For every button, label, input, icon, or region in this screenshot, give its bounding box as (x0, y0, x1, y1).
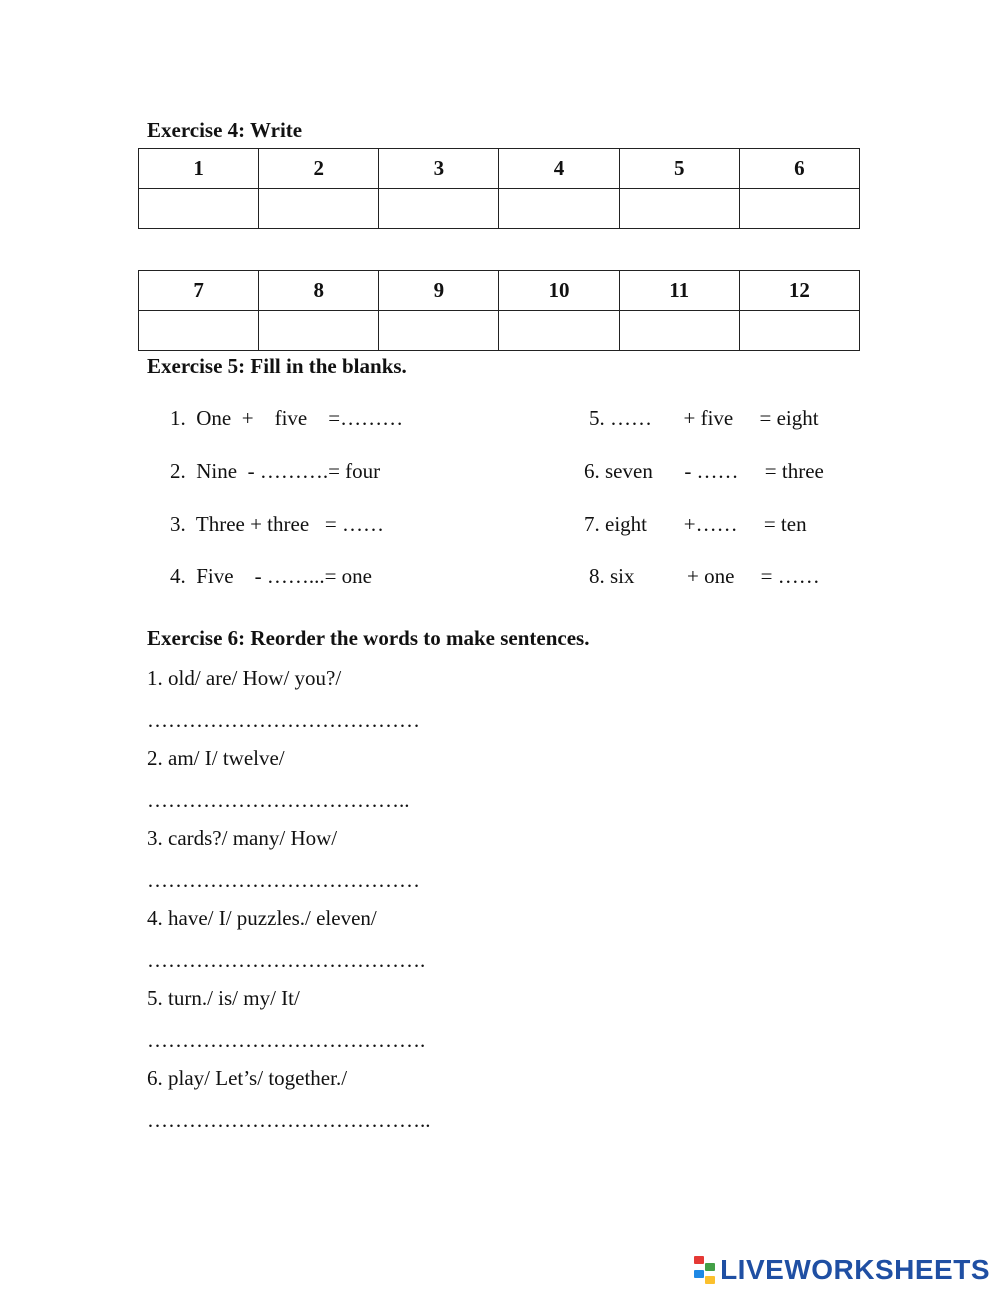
answer-cell[interactable] (619, 189, 739, 229)
reorder-prompt: 6. play/ Let’s/ together./ (147, 1066, 348, 1090)
answer-blank[interactable]: ………………………………… (147, 868, 420, 892)
exercise-4-table-1 (138, 148, 860, 229)
number-cell: 8 (259, 271, 379, 311)
number-cell: 11 (619, 271, 739, 311)
reorder-prompt: 2. am/ I/ twelve/ (147, 746, 285, 770)
answer-row (139, 189, 860, 229)
number-cell: 9 (379, 271, 499, 311)
answer-blank[interactable]: ……………………………….. (147, 788, 410, 812)
number-cell: 5 (619, 149, 739, 189)
number-cell: 6 (739, 149, 859, 189)
answer-cell[interactable] (259, 311, 379, 351)
equation-left: 2. Nine - ……….= four (170, 459, 381, 483)
answer-blank[interactable]: …………………………………. (147, 1028, 426, 1052)
answer-blank[interactable]: ………………………………… (147, 708, 420, 732)
number-row (139, 149, 860, 189)
answer-row (139, 311, 860, 351)
answer-cell[interactable] (739, 311, 859, 351)
answer-cell[interactable] (139, 189, 259, 229)
number-cell: 3 (379, 149, 499, 189)
answer-cell[interactable] (139, 311, 259, 351)
exercise-4-table-2 (138, 270, 860, 351)
equation-left: 1. One + five =……… (170, 406, 404, 430)
exercise-4-heading: Exercise 4: Write (147, 118, 303, 142)
answer-cell[interactable] (379, 189, 499, 229)
number-cell: 10 (499, 271, 619, 311)
answer-cell[interactable] (619, 311, 739, 351)
number-row (139, 271, 860, 311)
logo-text: LIVEWORKSHEETS (720, 1254, 990, 1285)
exercise-6-heading: Exercise 6: Reorder the words to make sentences. (147, 626, 590, 650)
answer-cell[interactable] (739, 189, 859, 229)
number-cell: 2 (259, 149, 379, 189)
equation-right: 5. …… + five = eight (589, 406, 819, 430)
equation-right: 7. eight +…… = ten (584, 512, 807, 536)
reorder-prompt: 1. old/ are/ How/ you?/ (147, 666, 342, 690)
number-cell: 4 (499, 149, 619, 189)
reorder-prompt: 3. cards?/ many/ How/ (147, 826, 338, 850)
exercise-5-heading: Exercise 5: Fill in the blanks. (147, 354, 407, 378)
logo-blocks-icon (694, 1256, 716, 1284)
number-cell: 1 (139, 149, 259, 189)
number-cell: 7 (139, 271, 259, 311)
liveworksheets-logo (694, 1252, 990, 1288)
answer-blank[interactable]: ………………………………….. (147, 1108, 431, 1132)
reorder-prompt: 5. turn./ is/ my/ It/ (147, 986, 300, 1010)
number-cell: 12 (739, 271, 859, 311)
answer-cell[interactable] (379, 311, 499, 351)
answer-cell[interactable] (499, 189, 619, 229)
equation-right: 8. six + one = …… (589, 564, 820, 588)
answer-cell[interactable] (259, 189, 379, 229)
equation-right: 6. seven - …… = three (584, 459, 824, 483)
equation-left: 4. Five - ……...= one (170, 564, 372, 588)
answer-blank[interactable]: …………………………………. (147, 948, 426, 972)
answer-cell[interactable] (499, 311, 619, 351)
reorder-prompt: 4. have/ I/ puzzles./ eleven/ (147, 906, 377, 930)
equation-left: 3. Three + three = …… (170, 512, 384, 536)
